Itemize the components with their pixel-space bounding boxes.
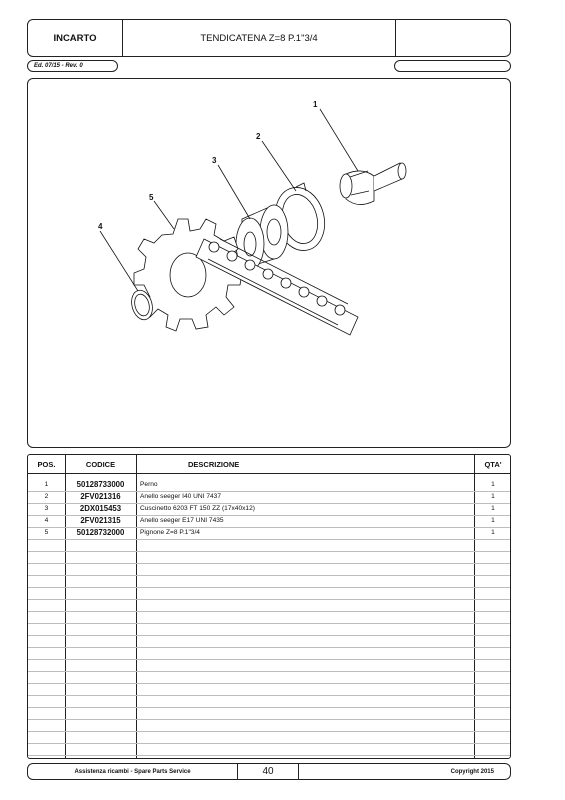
table-row-rule [28, 587, 510, 588]
table-row-rule [28, 695, 510, 696]
callout-1: 1 [313, 100, 318, 109]
table-row-rule [28, 551, 510, 552]
row-code: 2FV021316 [80, 492, 121, 501]
table-row-rule [28, 599, 510, 600]
page-title: TENDICATENA Z=8 P.1"3/4 [123, 20, 396, 56]
table-row-rule [28, 575, 510, 576]
row-qty: 1 [491, 517, 495, 524]
header-left-label: INCARTO [28, 20, 123, 56]
table-row-rule [28, 719, 510, 720]
row-code: 50128732000 [76, 528, 125, 537]
row-code: 50128733000 [76, 480, 125, 489]
table-row-rule [28, 659, 510, 660]
row-qty: 1 [491, 505, 495, 512]
revision-label: Ed. 07/15 - Rev. 0 [27, 60, 118, 72]
callout-5: 5 [149, 193, 154, 202]
table-row-rule [28, 743, 510, 744]
table-row-rule [28, 539, 510, 540]
table-row [28, 491, 510, 503]
table-header-rule [28, 473, 510, 474]
part-pin-drawing [340, 163, 406, 205]
row-desc: Cuscinetto 6203 FT 150 ZZ (17x40x12) [140, 505, 255, 512]
table-row-rule [28, 755, 510, 756]
table-row-rule [28, 731, 510, 732]
exploded-view-svg [28, 79, 512, 449]
row-pos: 4 [44, 517, 49, 524]
table-row-rule [28, 683, 510, 684]
table-row-rule [28, 707, 510, 708]
footer-service-label: Assistenza ricambi - Spare Parts Service [74, 768, 191, 775]
row-desc: Anello seeger I40 UNI 7437 [140, 493, 222, 500]
row-pos: 5 [44, 529, 49, 536]
header-right-cell [396, 20, 510, 56]
table-row [28, 503, 510, 515]
table-row-rule [28, 623, 510, 624]
parts-table [27, 454, 511, 759]
table-row-rule [28, 671, 510, 672]
row-code: 2DX015453 [79, 504, 122, 513]
row-desc: Perno [140, 481, 158, 488]
col-header-pos: POS. [37, 459, 56, 469]
header-bar [27, 19, 511, 57]
footer-copyright: Copyright 2015 [450, 768, 494, 775]
exploded-drawing [27, 78, 511, 448]
row-desc: Anello seeger E17 UNI 7435 [140, 517, 224, 524]
table-row-rule [28, 611, 510, 612]
row-code: 2FV021315 [80, 516, 121, 525]
table-row-rule [28, 635, 510, 636]
table-row [28, 527, 510, 539]
page-number: 40 [237, 764, 299, 779]
row-desc: Pignone Z=8 P.1"3/4 [140, 529, 200, 536]
table-row-rule [28, 563, 510, 564]
row-qty: 1 [491, 493, 495, 500]
row-pos: 2 [44, 493, 49, 500]
callout-2: 2 [256, 132, 261, 141]
col-header-desc: DESCRIZIONE [188, 459, 240, 469]
col-header-code: CODICE [85, 459, 116, 469]
footer-bar [27, 763, 511, 780]
callout-3: 3 [212, 156, 217, 165]
table-row [28, 479, 510, 491]
row-qty: 1 [491, 529, 495, 536]
callout-4: 4 [98, 222, 103, 231]
row-pos: 1 [44, 481, 49, 488]
col-header-qty: QTA' [484, 459, 502, 469]
table-row [28, 515, 510, 527]
revision-right-box [394, 60, 511, 72]
row-qty: 1 [491, 481, 495, 488]
table-row-rule [28, 647, 510, 648]
row-pos: 3 [44, 505, 49, 512]
